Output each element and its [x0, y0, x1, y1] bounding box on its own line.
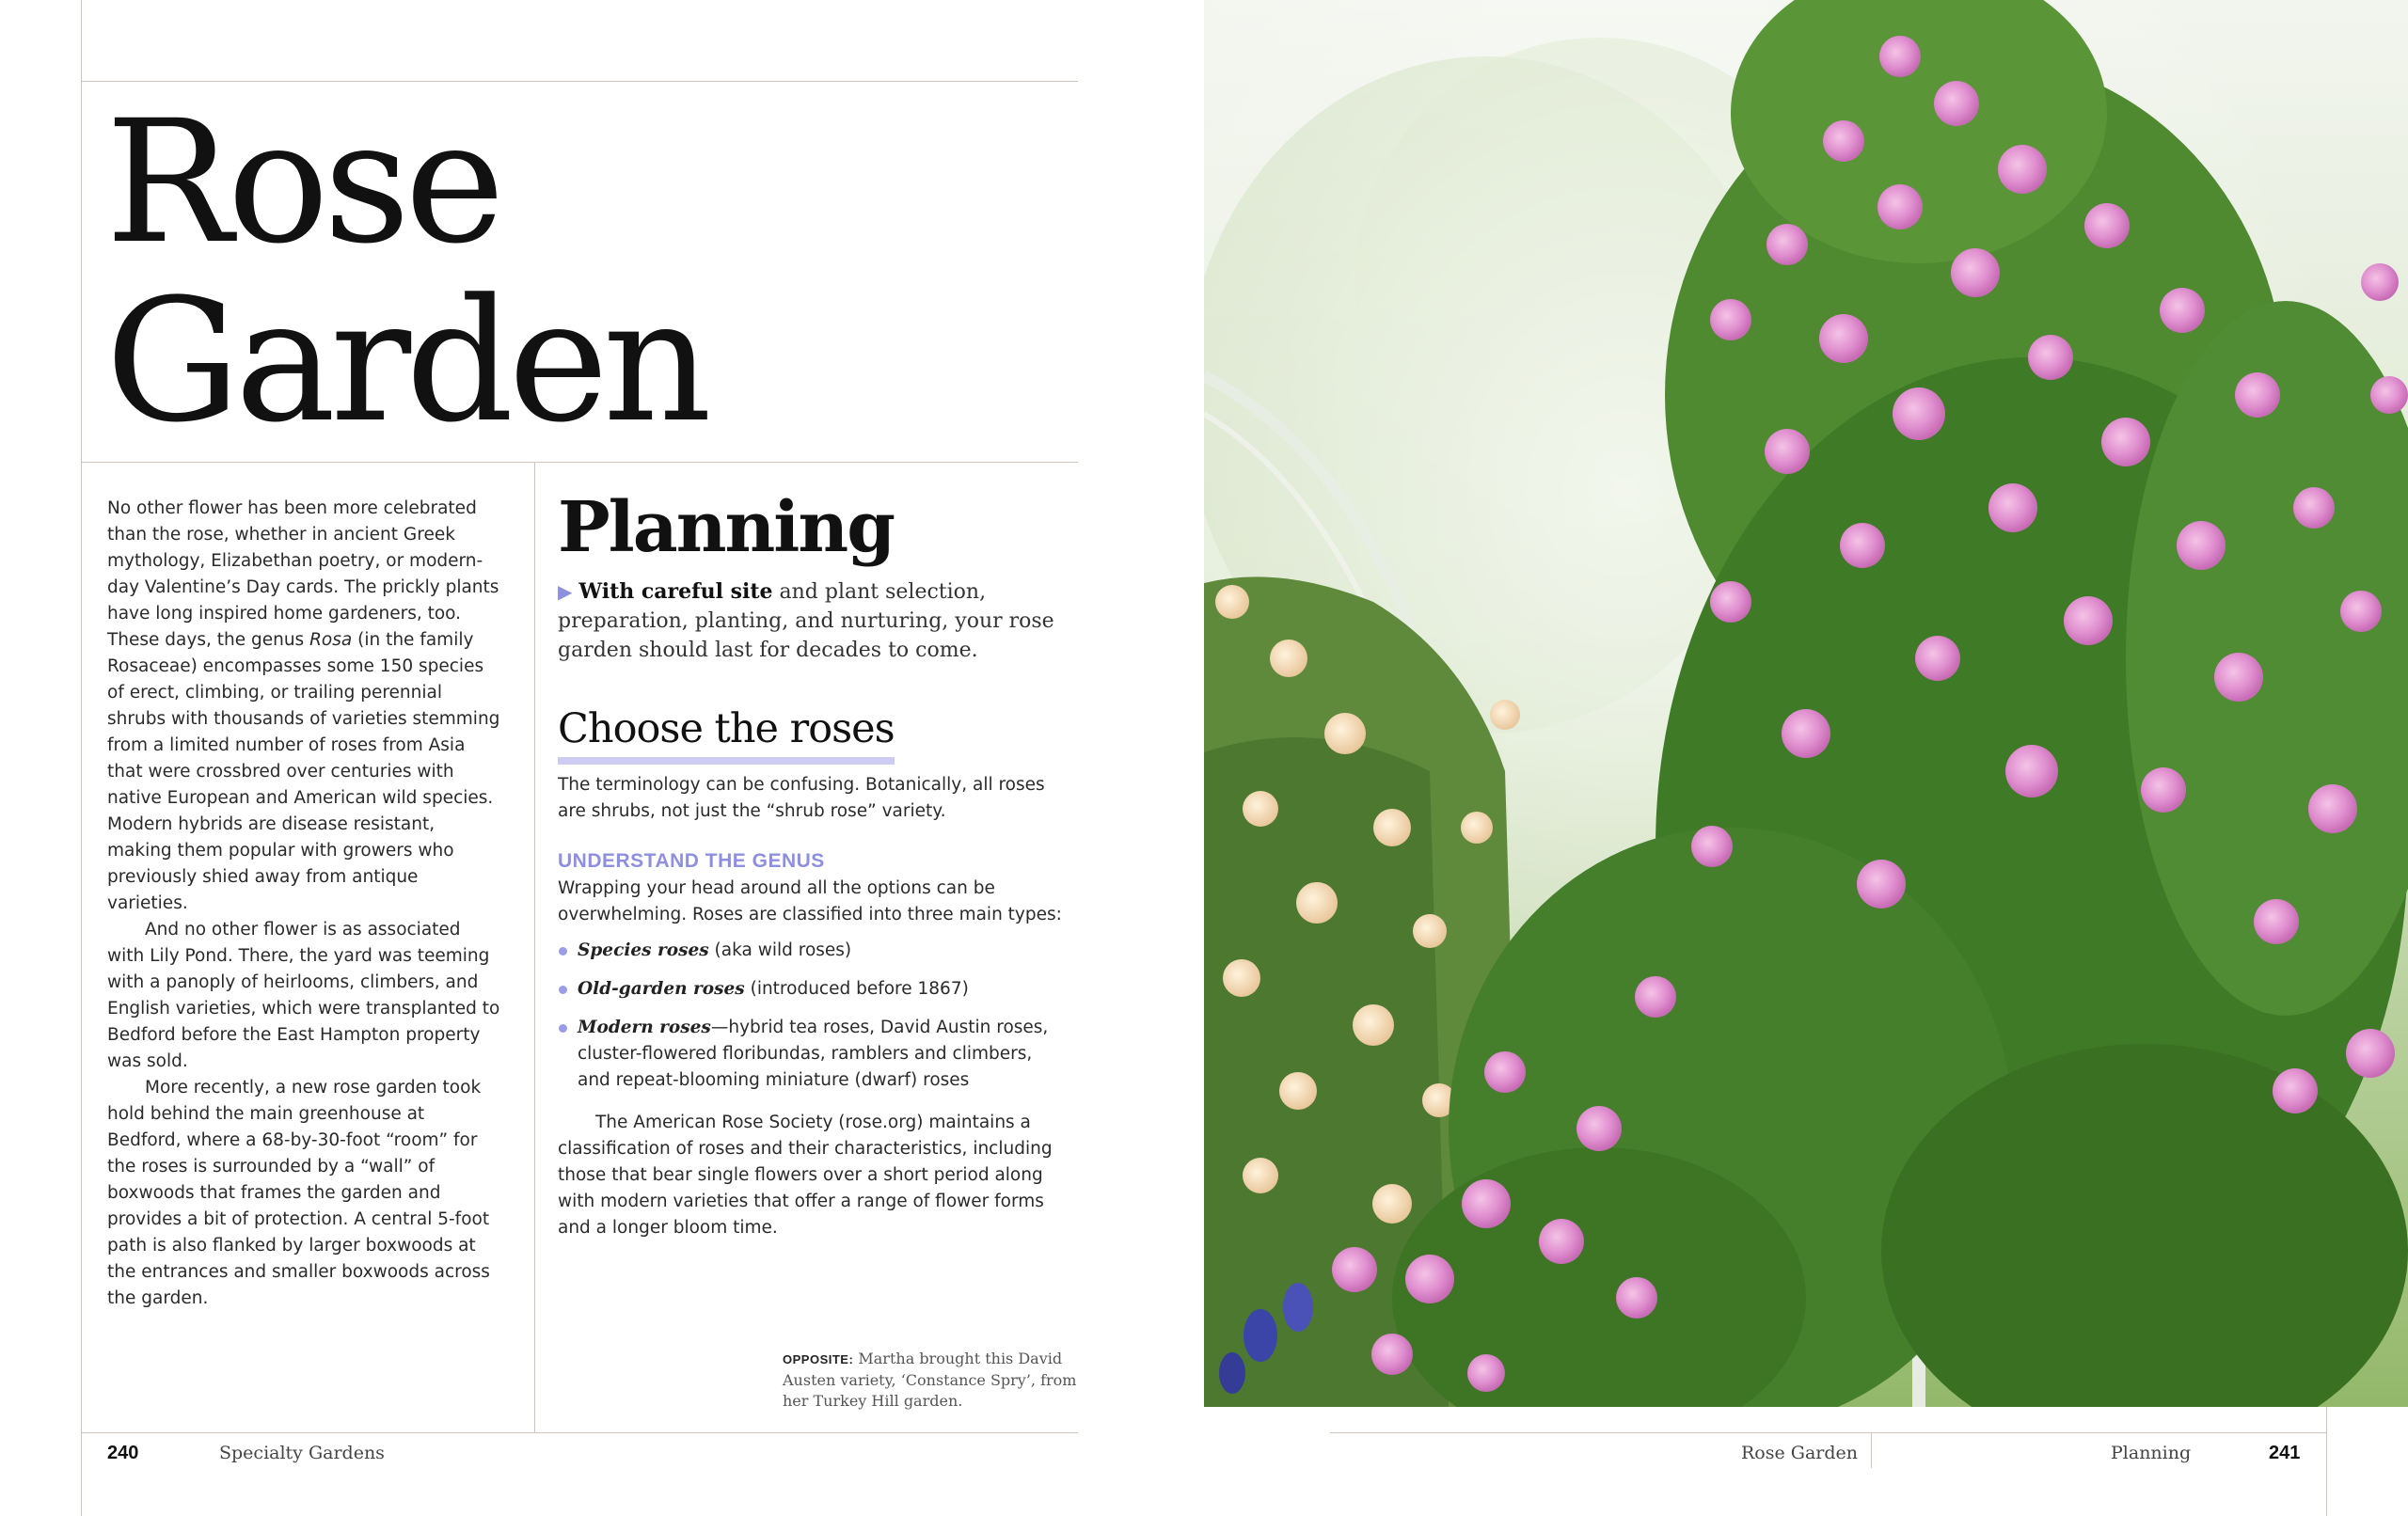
rose-photo: [1204, 0, 2408, 1407]
title-bottom-rule: [81, 462, 1078, 463]
choose-heading-wrap: [558, 701, 895, 765]
footer-divider-rule: [1871, 1432, 1872, 1468]
right-running-head-section: Planning: [2111, 1443, 2192, 1463]
right-margin-rule: [2326, 1407, 2327, 1516]
left-footer-rule: [81, 1432, 1078, 1433]
page-title: [105, 85, 706, 460]
list-item: Species roses (aka wild roses): [558, 938, 1066, 964]
closing-paragraph: The American Rose Society (rose.org) maintains a classification of roses and their characteristics, including those that bear single flowers over a short period along with modern varieties that offer a range of flower forms and a longer bloom time.: [558, 1113, 1053, 1238]
left-running-head: Specialty Gardens: [219, 1443, 385, 1463]
planning-intro: ▶ With careful site and plant selection, preparation, planting, and nurturing, your rose garden should last for decades to come.: [558, 579, 1054, 662]
genus-paragraph: Wrapping your head around all the options can be overwhelming. Roses are classified into three main types:: [558, 878, 1062, 924]
right-running-head-chapter: Rose Garden: [1741, 1443, 1859, 1463]
genus-name: Rosa: [309, 630, 353, 650]
column-divider-rule: [534, 462, 535, 1432]
choose-roses-heading: Choose the roses: [558, 701, 895, 765]
intro-lead: With careful site: [578, 579, 773, 604]
genus-subhead: UNDERSTAND THE GENUS: [558, 850, 825, 872]
rose-photo-illustration: [1204, 0, 2408, 1407]
body-paragraph-2: And no other flower is as associated with Lily Pond. There, the yard was teeming with a panoply of heirlooms, climbers, and English varieties, which were transplanted to Bedford before the East Hampton property was sold.: [107, 920, 500, 1071]
list-item: Modern roses—hybrid tea roses, David Austin roses, cluster-flowered floribundas, ramblers and climbers, and repeat-blooming miniature (dwarf) roses: [558, 1015, 1066, 1094]
list-item: Old-garden roses (introduced before 1867): [558, 976, 1066, 1003]
triangle-bullet-icon: ▶: [558, 580, 573, 603]
body-paragraph-3: More recently, a new rose garden took hold behind the main greenhouse at Bedford, where a 68-by-30-foot “room” for the roses is surrounded by a “wall” of boxwoods that frames the garden and provides a bit of protection. A central 5-foot path is also flanked by larger boxwoods at the entrances and smaller boxwoods across the garden.: [107, 1078, 490, 1308]
photo-caption: OPPOSITE: Martha brought this David Austen variety, ‘Constance Spry’, from her Turkey Hill garden.: [783, 1350, 1077, 1410]
choose-paragraph: The terminology can be confusing. Botanically, all roses are shrubs, not just the “shrub rose” variety.: [558, 775, 1045, 821]
title-line-2: Garden: [105, 263, 706, 460]
left-margin-rule: [81, 0, 82, 1516]
title-line-1: Rose: [105, 85, 499, 281]
rose-types-list: [558, 938, 1066, 1106]
top-rule: [81, 81, 1078, 82]
body-paragraph-1: No other flower has been more celebrated than the rose, whether in ancient Greek mythology, Elizabethan poetry, or modern-day Valentine’s Day cards. The prickly plants have long inspired home gardeners, too. These days, the genus Rosa (in the family Rosaceae) encompasses some 150 species of erect, climbing, or trailing perennial shrubs with thousands of varieties stemming from a limited number of roses from Asia that were crossbred over centuries with native European and American wild species. Modern hybrids are disease resistant, making them popular with growers who previously shied away from antique varieties.: [107, 498, 500, 913]
caption-label: OPPOSITE:: [783, 1352, 854, 1366]
planning-heading: Planning: [558, 487, 894, 568]
intro-column: [107, 496, 502, 1312]
right-footer-rule: [1330, 1432, 2327, 1433]
left-page-number: 240: [107, 1443, 139, 1463]
right-page-number: 241: [2269, 1443, 2301, 1463]
